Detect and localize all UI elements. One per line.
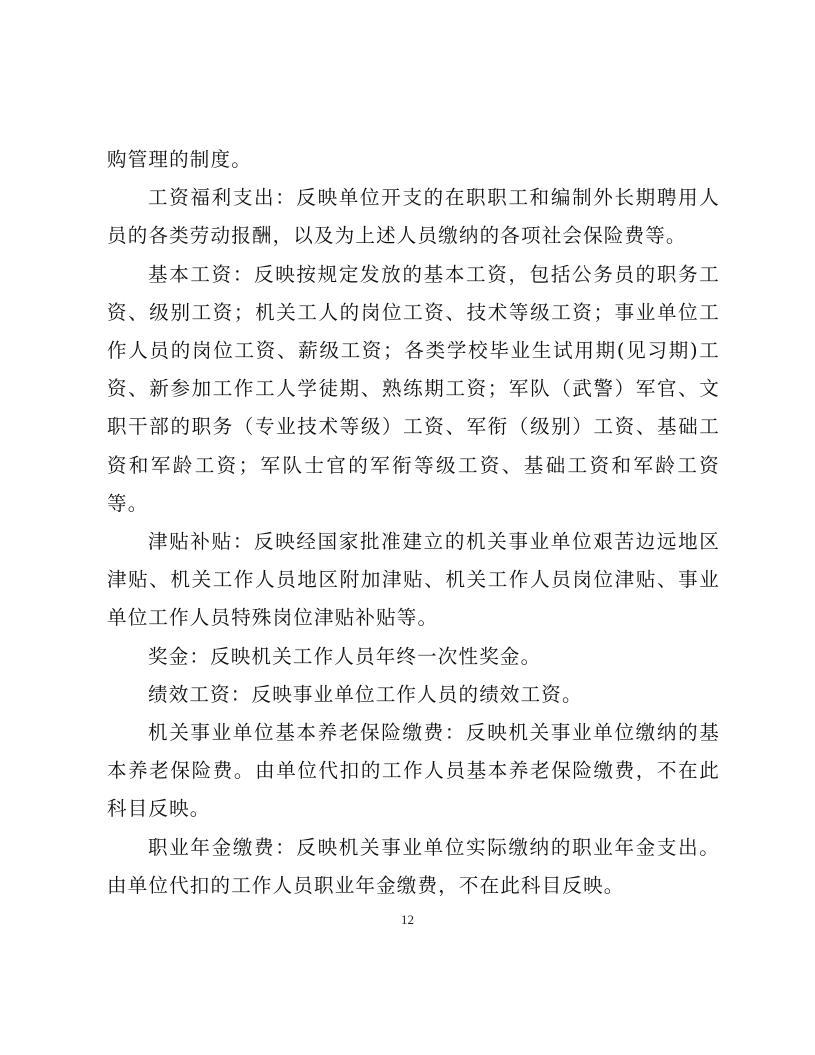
paragraph-pension-insurance: 机关事业单位基本养老保险缴费：反映机关事业单位缴纳的基本养老保险费。由单位代扣的工作人员基本养老保险缴费，不在此科目反映。 — [107, 721, 720, 821]
paragraph-bonus: 奖金：反映机关工作人员年终一次性奖金。 — [148, 644, 542, 668]
paragraph-basic-wage: 基本工资：反映按规定发放的基本工资，包括公务员的职务工资、级别工资；机关工人的岗位工资、技术等级工资；事业单位工作人员的岗位工资、薪级工资；各类学校毕业生试用期(见习期)工资、新参加工作工人学徒期、熟练期工资；军队（武警）军官、文职干部的职务（专业技术等级）工资、军衔（级别）工资、基础工资和军龄工资；军队士官的军衔等级工资、基础工资和军龄工资等。 — [107, 262, 720, 515]
body-text — [107, 141, 720, 905]
paragraph-occupational-annuity: 职业年金缴费：反映机关事业单位实际缴纳的职业年金支出。由单位代扣的工作人员职业年金缴费，不在此科目反映。 — [107, 835, 720, 897]
paragraph-allowance: 津贴补贴：反映经国家批准建立的机关事业单位艰苦边远地区津贴、机关工作人员地区附加津贴、机关工作人员岗位津贴、事业单位工作人员特殊岗位津贴补贴等。 — [107, 530, 720, 630]
page-number: 12 — [401, 912, 414, 927]
paragraph-continuation: 购管理的制度。 — [107, 148, 252, 171]
paragraph-wage-welfare: 工资福利支出：反映单位开支的在职职工和编制外长期聘用人员的各类劳动报酬，以及为上述人员缴纳的各项社会保险费等。 — [107, 186, 720, 248]
paragraph-performance-wage: 绩效工资：反映事业单位工作人员的绩效工资。 — [148, 682, 583, 706]
